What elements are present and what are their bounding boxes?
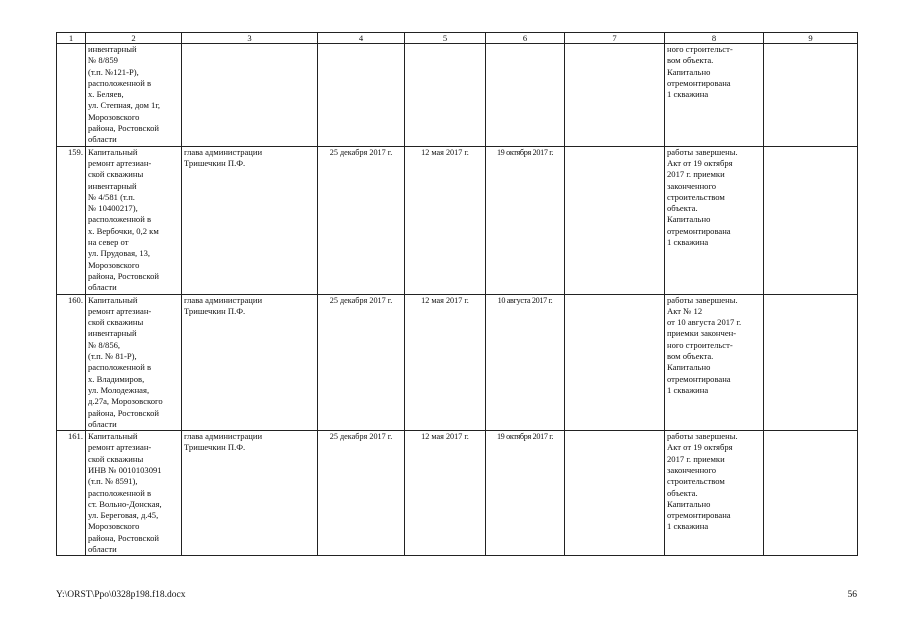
text-line: Тришечкин П.Ф. (184, 305, 246, 316)
completion-date: 10 августа 2017 г. (486, 294, 565, 431)
text-line: д.27а, Морозовского (88, 396, 163, 407)
text-line: района, Ростовской (88, 270, 160, 281)
text-line: расположенной в (88, 487, 152, 498)
column-9-cell (764, 294, 858, 431)
text-line: № 10400217), (88, 203, 138, 214)
text-line: строительством (667, 476, 725, 487)
text-line: ской скважины (88, 169, 144, 180)
text-line: Капитально (667, 66, 711, 77)
text-line: Акт № 12 (667, 305, 703, 316)
text-line: 1 скважина (667, 384, 709, 395)
object-description (86, 44, 182, 147)
text-line: работы завершены. (667, 146, 738, 157)
text-line: района, Ростовской (88, 532, 160, 543)
column-7-cell (565, 146, 665, 294)
text-line: отремонтирована (667, 225, 731, 236)
text-line: работы завершены. (667, 294, 738, 305)
text-line: инвентарный (88, 180, 137, 191)
table-row (57, 431, 858, 556)
status-description (665, 44, 764, 147)
completion-date: 19 октября 2017 г. (486, 431, 565, 556)
column-7-cell (565, 294, 665, 431)
start-date: 12 мая 2017 г. (405, 431, 486, 556)
text-line: области (88, 544, 117, 555)
text-line: отремонтирована (667, 510, 731, 521)
text-line: 2017 г. приемки (667, 169, 725, 180)
text-line: области (88, 418, 117, 429)
text-line: Тришечкин П.Ф. (184, 157, 246, 168)
deadline-date: 25 декабря 2017 г. (318, 294, 405, 431)
text-line: инвентарный (88, 44, 137, 54)
column-9-cell (764, 44, 858, 147)
text-line: (т.п. № 81-Р), (88, 351, 137, 362)
row-number: 159. (57, 146, 86, 294)
text-line: района, Ростовской (88, 407, 160, 418)
text-line: (т.п. № 8591), (88, 476, 138, 487)
text-line: 1 скважина (667, 237, 709, 248)
text-line: глава администрации (184, 431, 263, 442)
table-row (57, 146, 858, 294)
column-9-cell (764, 146, 858, 294)
footer-file-path: Y:\ORST\Ppo\0328p198.f18.docx (56, 590, 186, 600)
text-line: глава администрации (184, 294, 263, 305)
start-date: 12 мая 2017 г. (405, 294, 486, 431)
text-line: глава администрации (184, 146, 263, 157)
text-line: № 4/581 (т.п. (88, 191, 135, 202)
text-line: Акт от 19 октября (667, 157, 733, 168)
text-line: вом объекта. (667, 55, 714, 66)
text-line: ской скважины (88, 453, 144, 464)
text-line: Морозовского (88, 259, 140, 270)
column-number: 5 (405, 33, 486, 44)
text-line: х. Вербочки, 0,2 км (88, 225, 159, 236)
text-line: Тришечкин П.Ф. (184, 442, 246, 453)
status-description (665, 294, 764, 431)
column-7-cell (565, 44, 665, 147)
text-line: Капитальный (88, 431, 138, 442)
status-description (665, 146, 764, 294)
text-line: ремонт артезиан- (88, 157, 152, 168)
deadline-date: 25 декабря 2017 г. (318, 431, 405, 556)
start-date (405, 44, 486, 147)
responsible-person (182, 146, 318, 294)
table-row (57, 44, 858, 147)
text-line: ул. Береговая, д.45, (88, 510, 159, 521)
row-number: 161. (57, 431, 86, 556)
object-description (86, 294, 182, 431)
text-line: строительством (667, 191, 725, 202)
text-line: № 8/856, (88, 339, 121, 350)
text-line: Акт от 19 октября (667, 442, 733, 453)
text-line: области (88, 282, 117, 293)
column-7-cell (565, 431, 665, 556)
object-description (86, 146, 182, 294)
object-description (86, 431, 182, 556)
completion-date (486, 44, 565, 147)
text-line: Капитальный (88, 294, 138, 305)
column-number-row (57, 33, 858, 44)
responsible-person (182, 44, 318, 147)
text-line: 2017 г. приемки (667, 453, 725, 464)
responsible-person (182, 431, 318, 556)
text-line: ного строительст- (667, 339, 733, 350)
text-line: приемки закончен- (667, 328, 737, 339)
text-line: района, Ростовской (88, 123, 160, 134)
row-number: 160. (57, 294, 86, 431)
footer-page-number: 56 (847, 590, 857, 600)
text-line: объекта. (667, 487, 698, 498)
text-line: х. Беляев, (88, 89, 124, 100)
text-line: х. Владимиров, (88, 373, 145, 384)
text-line: области (88, 134, 117, 145)
text-line: работы завершены. (667, 431, 738, 442)
column-number: 7 (565, 33, 665, 44)
text-line: Капитально (667, 362, 711, 373)
column-number: 1 (57, 33, 86, 44)
text-line: 1 скважина (667, 89, 709, 100)
completion-date: 19 октября 2017 г. (486, 146, 565, 294)
text-line: отремонтирована (667, 77, 731, 88)
text-line: ремонт артезиан- (88, 305, 152, 316)
text-line: Капитальный (88, 146, 138, 157)
column-number: 9 (764, 33, 858, 44)
text-line: ст. Вольно-Донская, (88, 498, 162, 509)
status-description (665, 431, 764, 556)
start-date: 12 мая 2017 г. (405, 146, 486, 294)
column-number: 4 (318, 33, 405, 44)
column-number: 8 (665, 33, 764, 44)
responsible-person (182, 294, 318, 431)
text-line: Капитально (667, 214, 711, 225)
text-line: 1 скважина (667, 521, 709, 532)
text-line: ул. Прудовая, 13, (88, 248, 151, 259)
text-line: вом объекта. (667, 351, 714, 362)
deadline-date: 25 декабря 2017 г. (318, 146, 405, 294)
works-table (56, 32, 858, 556)
column-number: 2 (86, 33, 182, 44)
column-9-cell (764, 431, 858, 556)
text-line: ного строительст- (667, 44, 733, 54)
text-line: расположенной в (88, 77, 152, 88)
text-line: инвентарный (88, 328, 137, 339)
text-line: Морозовского (88, 521, 140, 532)
text-line: отремонтирована (667, 373, 731, 384)
text-line: ул. Молодежная, (88, 384, 150, 395)
text-line: № 8/859 (88, 55, 118, 66)
text-line: от 10 августа 2017 г. (667, 317, 742, 328)
text-line: ул. Степная, дом 1г, (88, 100, 161, 111)
text-line: расположенной в (88, 214, 152, 225)
row-number (57, 44, 86, 147)
text-line: (т.п. №121-Р), (88, 66, 139, 77)
text-line: ремонт артезиан- (88, 442, 152, 453)
text-line: на север от (88, 237, 129, 248)
column-number: 6 (486, 33, 565, 44)
text-line: ИНВ № 0010103091 (88, 464, 162, 475)
text-line: Капитально (667, 498, 711, 509)
text-line: ской скважины (88, 317, 144, 328)
table-row (57, 294, 858, 431)
deadline-date (318, 44, 405, 147)
text-line: Морозовского (88, 111, 140, 122)
text-line: законченного (667, 464, 717, 475)
text-line: объекта. (667, 203, 698, 214)
column-number: 3 (182, 33, 318, 44)
text-line: законченного (667, 180, 717, 191)
text-line: расположенной в (88, 362, 152, 373)
